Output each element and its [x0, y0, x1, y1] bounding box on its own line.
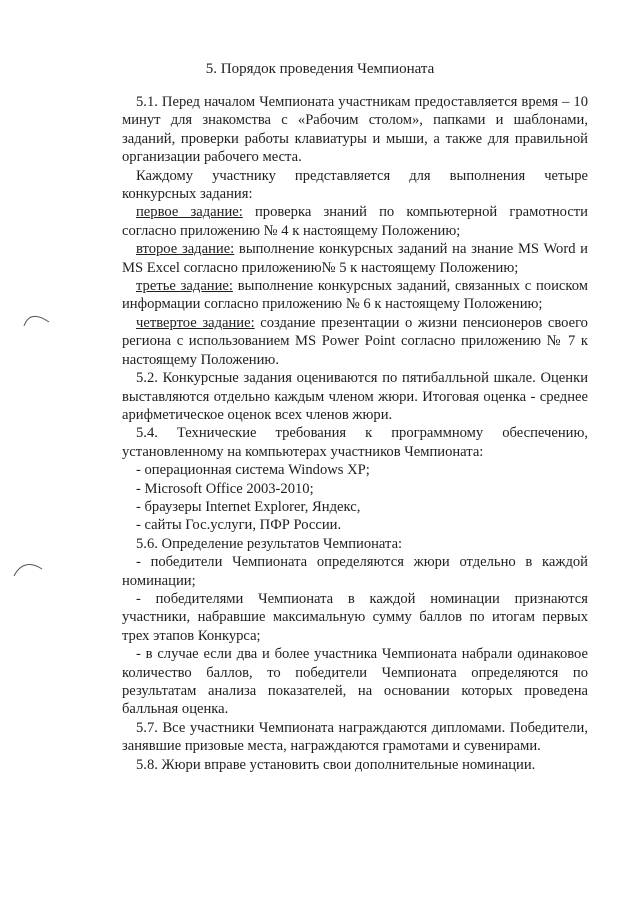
- paragraph-5-4: 5.4. Технические требования к программному обеспечению, установленному на компьютерах участников Чемпионата:: [122, 425, 588, 460]
- margin-mark-upper: [22, 312, 52, 328]
- task-4-text: создание презентации о жизни пенсионеров своего региона с использованием MS Power Point согласно приложению № 7 к настоящему Положению.: [122, 314, 588, 368]
- paragraph-5-2: 5.2. Конкурсные задания оцениваются по пятибалльной шкале. Оценки выставляются отдельно каждым членом жюри. Итоговая оценка - среднее арифметическое оценок всех членов жюри.: [122, 370, 588, 423]
- requirement-item: - Microsoft Office 2003-2010;: [136, 480, 314, 497]
- result-item: - победители Чемпионата определяются жюри отдельно в каждой номинации;: [122, 554, 588, 589]
- margin-mark-lower: [12, 560, 44, 578]
- result-item: - победителями Чемпионата в каждой номинации признаются участники, набравшие максимальную сумму баллов по итогам первых трех этапов Конкурса;: [122, 590, 588, 644]
- task-1-text: проверка знаний по компьютерной грамотности согласно приложению № 4 к настоящему Положению;: [122, 204, 588, 239]
- task-3-label: третье задание:: [136, 278, 233, 295]
- requirement-item: - сайты Гос.услуги, ПФР России.: [136, 517, 342, 534]
- task-3-text: выполнение конкурсных заданий, связанных с поиском информации согласно приложению № 6 к настоящему Положению;: [122, 278, 588, 313]
- task-1: [122, 203, 588, 240]
- requirement-item: - браузеры Internet Explorer, Яндекс,: [136, 498, 361, 515]
- task-4-label: четвертое задание:: [136, 314, 255, 331]
- paragraph-5-6: 5.6. Определение результатов Чемпионата:: [136, 535, 403, 552]
- requirement-item: - операционная система Windows XP;: [136, 462, 370, 479]
- task-3: [122, 277, 588, 314]
- task-2: [122, 240, 588, 277]
- result-item: - в случае если два и более участника Чемпионата набрали одинаковое количество баллов, то победители Чемпионата определяются по результатам анализа показателей, на основании которых проведена балльная оценка.: [122, 646, 588, 718]
- paragraph-5-7: 5.7. Все участники Чемпионата награждаются дипломами. Победители, занявшие призовые места, награждаются грамотами и сувенирами.: [122, 719, 588, 755]
- section-heading: 5. Порядок проведения Чемпионата: [205, 61, 435, 77]
- paragraph-5-8: 5.8. Жюри вправе установить свои дополнительные номинации.: [136, 756, 536, 773]
- section-body: [122, 93, 588, 774]
- paragraph-tasks-intro: Каждому участнику представляется для выполнения четыре конкурсных задания:: [122, 167, 588, 203]
- task-4: [122, 314, 588, 369]
- task-2-text: выполнение конкурсных заданий на знание MS Word и MS Excel согласно приложению№ 5 к настоящему Положению;: [122, 241, 588, 276]
- paragraph-5-1: 5.1. Перед началом Чемпионата участникам предоставляется время – 10 минут для знакомства с «Рабочим столом», папками и шаблонами, заданий, проверки работы клавиатуры и мыши, а также для правильной организации рабочего места.: [122, 94, 588, 166]
- task-1-label: первое задание:: [136, 204, 243, 221]
- task-2-label: второе задание:: [136, 241, 235, 258]
